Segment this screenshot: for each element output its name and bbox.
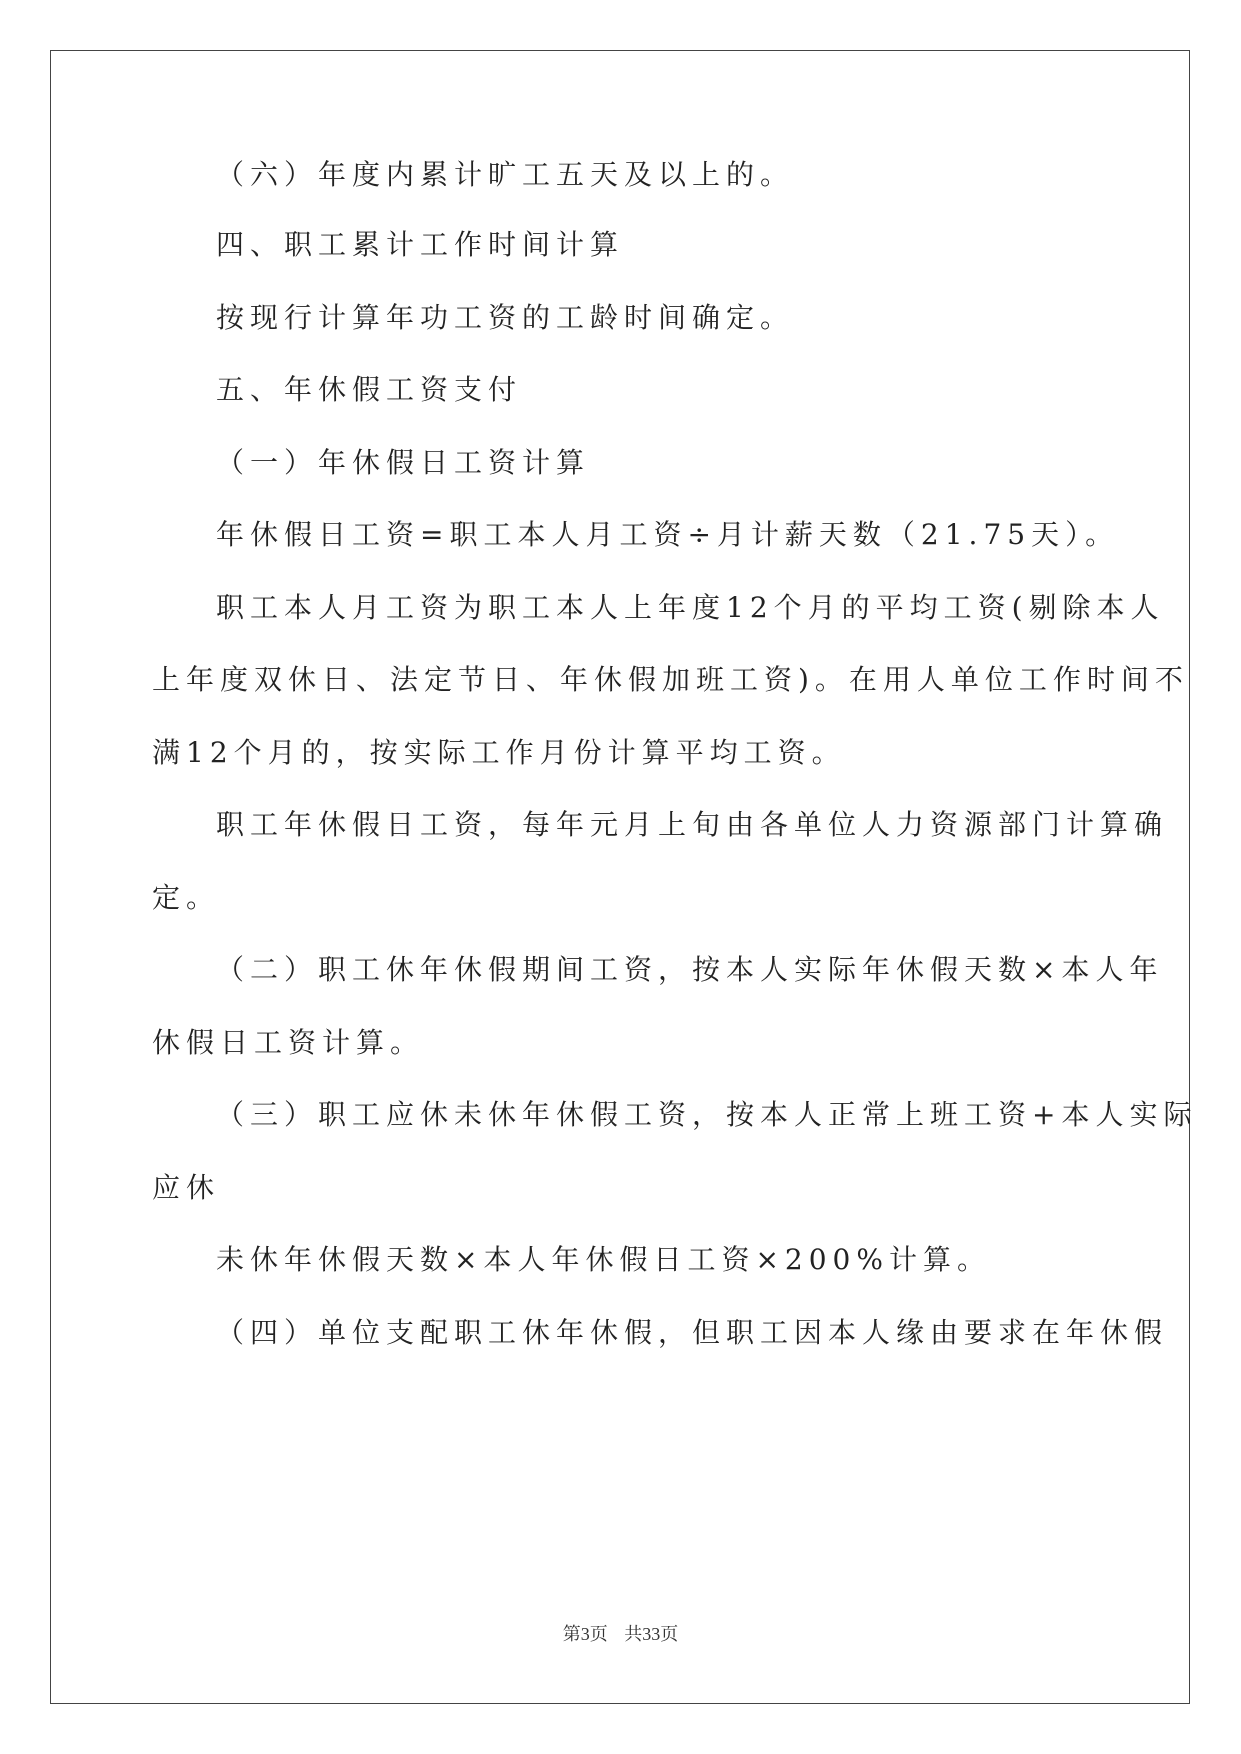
subsection-heading: （一）年休假日工资计算 <box>216 446 591 479</box>
paragraph-line: 年休假日工资=职工本人月工资÷月计薪天数（21.75天）。 <box>216 518 1120 551</box>
paragraph-line: 未休年休假天数×本人年休假日工资×200%计算。 <box>216 1243 991 1276</box>
paragraph-line: 定。 <box>152 881 221 914</box>
section-heading: 五、年休假工资支付 <box>216 373 523 406</box>
page-number-total: 共33页 <box>624 1624 679 1644</box>
paragraph-line: 休假日工资计算。 <box>152 1026 425 1059</box>
paragraph-line: （四）单位支配职工休年休假，但职工因本人缘由要求在年休假 <box>216 1316 1169 1349</box>
paragraph-line: 上年度双休日、法定节日、年休假加班工资)。在用人单位工作时间不 <box>152 663 1189 696</box>
paragraph-line: 按现行计算年功工资的工龄时间确定。 <box>216 301 795 334</box>
paragraph-line: （三）职工应休未休年休假工资，按本人正常上班工资+本人实际 <box>216 1098 1198 1131</box>
paragraph-line: 满12个月的，按实际工作月份计算平均工资。 <box>152 736 846 769</box>
page-footer <box>0 1620 1241 1646</box>
section-heading: 四、职工累计工作时间计算 <box>216 228 625 261</box>
paragraph-line: 应休 <box>152 1171 221 1204</box>
paragraph-line: 职工年休假日工资，每年元月上旬由各单位人力资源部门计算确 <box>216 808 1169 841</box>
page-number-current: 第3页 <box>562 1624 608 1644</box>
paragraph-line: 职工本人月工资为职工本人上年度12个月的平均工资(剔除本人 <box>216 591 1165 624</box>
paragraph-line: （六）年度内累计旷工五天及以上的。 <box>216 158 795 191</box>
paragraph-line: （二）职工休年休假期间工资，按本人实际年休假天数×本人年 <box>216 953 1164 986</box>
